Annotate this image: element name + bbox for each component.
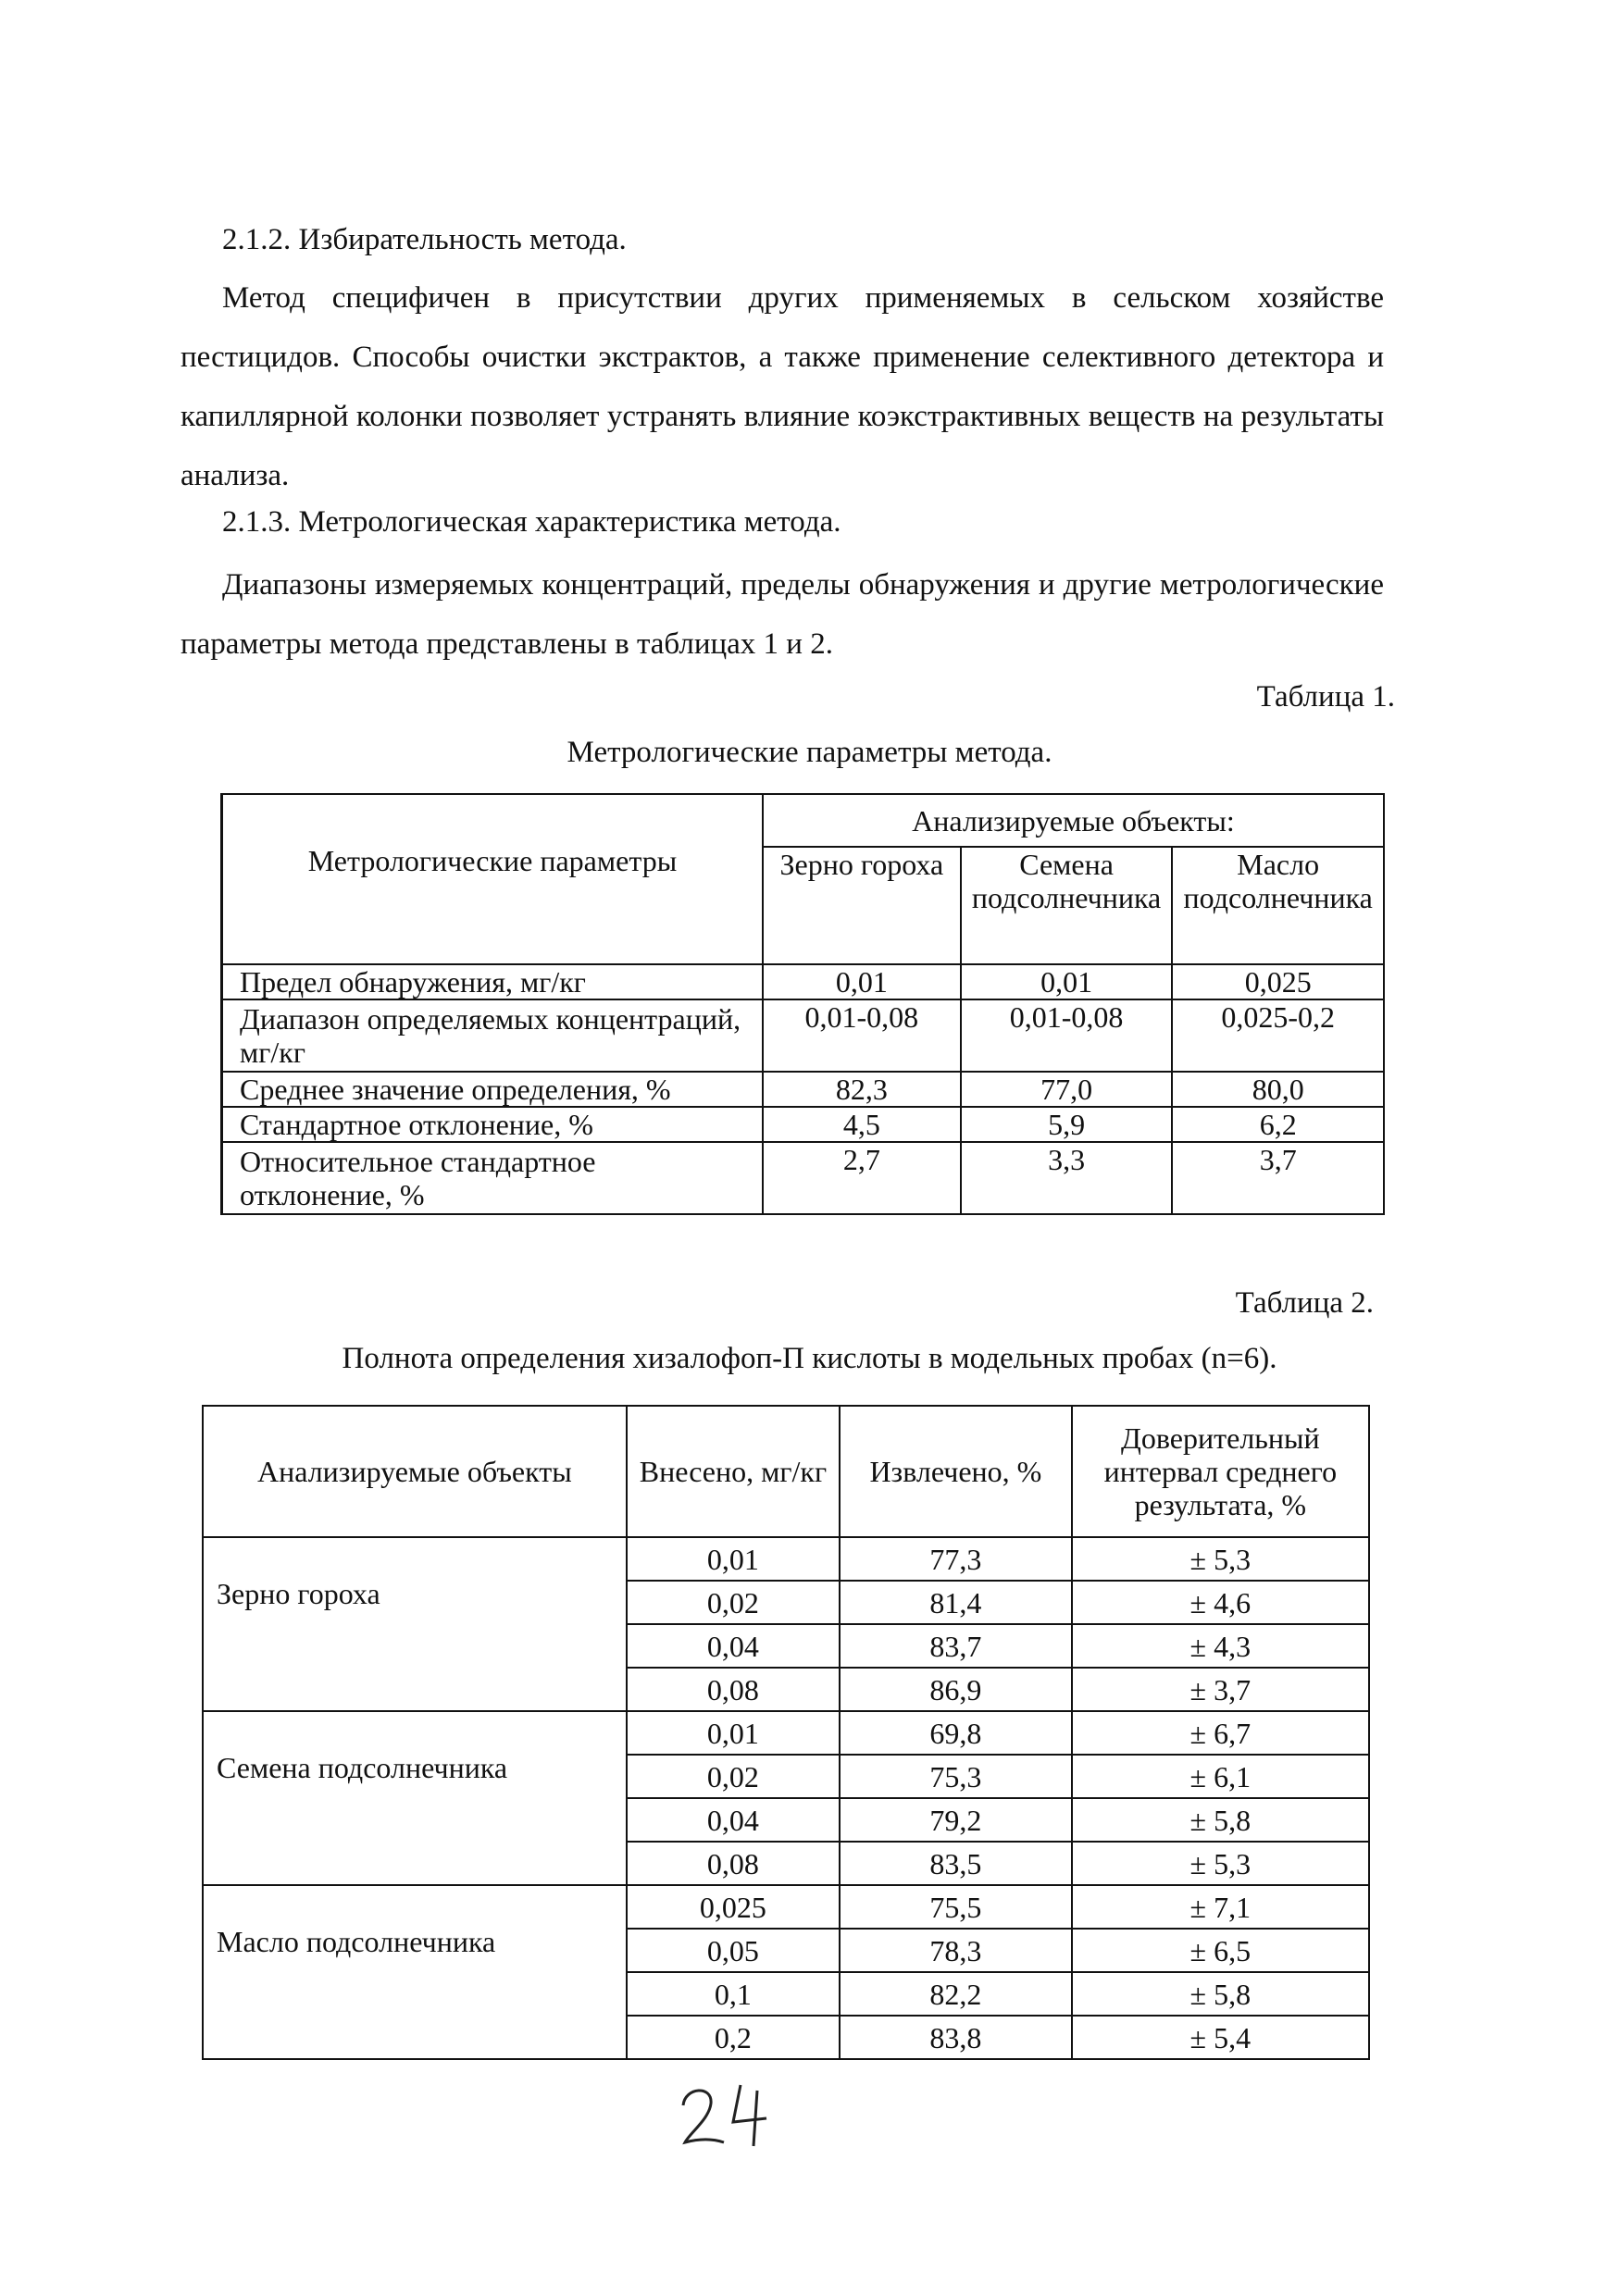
cell: 0,025: [1172, 964, 1384, 999]
header-added: Внесено, мг/кг: [627, 1406, 840, 1537]
cell: 80,0: [1172, 1072, 1384, 1107]
cell: 0,025-0,2: [1172, 999, 1384, 1072]
recovered-cell: 75,5: [840, 1885, 1072, 1929]
metrology-table: [220, 793, 1385, 1215]
section-213-paragraph: Диапазоны измеряемых концентраций, пределы обнаружения и другие метрологические параметры метода представлены в таблицах 1 и 2.: [181, 568, 1384, 661]
interval-cell: ± 5,3: [1072, 1842, 1369, 1885]
interval-cell: ± 5,8: [1072, 1798, 1369, 1842]
interval-cell: ± 6,7: [1072, 1711, 1369, 1755]
interval-cell: ± 5,3: [1072, 1537, 1369, 1581]
interval-cell: ± 4,6: [1072, 1581, 1369, 1624]
interval-cell: ± 6,5: [1072, 1929, 1369, 1972]
recovered-cell: 82,2: [840, 1972, 1072, 2016]
recovered-cell: 79,2: [840, 1798, 1072, 1842]
table1-title: Метрологические параметры метода.: [567, 736, 1052, 769]
added-cell: 0,2: [627, 2016, 840, 2059]
recovery-table: [202, 1405, 1370, 2060]
table-row: [203, 1537, 1369, 1581]
header-recovered: Извлечено, %: [840, 1406, 1072, 1537]
recovered-cell: 77,3: [840, 1537, 1072, 1581]
added-cell: 0,04: [627, 1624, 840, 1668]
cell: 4,5: [763, 1107, 961, 1142]
interval-cell: ± 7,1: [1072, 1885, 1369, 1929]
cell: 82,3: [763, 1072, 961, 1107]
row-label: Стандартное отклонение, %: [222, 1107, 763, 1142]
cell: 0,01: [961, 964, 1173, 999]
table-row: [203, 1711, 1369, 1755]
cell: 5,9: [961, 1107, 1173, 1142]
header-group: Анализируемые объекты:: [763, 794, 1384, 847]
row-label: Диапазон определяемых концентраций, мг/кг: [222, 999, 763, 1072]
cell: 77,0: [961, 1072, 1173, 1107]
header-interval: Доверительный интервал среднего результата, %: [1072, 1406, 1369, 1537]
header-col-2: Семена подсолнечника: [961, 847, 1173, 964]
recovered-cell: 83,8: [840, 2016, 1072, 2059]
header-objects: Анализируемые объекты: [203, 1406, 627, 1537]
cell: 6,2: [1172, 1107, 1384, 1142]
cell: 0,01: [763, 964, 961, 999]
cell: 3,3: [961, 1142, 1173, 1214]
row-label: Среднее значение определения, %: [222, 1072, 763, 1107]
section-213-heading: 2.1.3. Метрологическая характеристика метода.: [222, 505, 841, 539]
cell: 0,01-0,08: [763, 999, 961, 1072]
added-cell: 0,02: [627, 1755, 840, 1798]
recovered-cell: 81,4: [840, 1581, 1072, 1624]
interval-cell: ± 4,3: [1072, 1624, 1369, 1668]
interval-cell: ± 5,4: [1072, 2016, 1369, 2059]
added-cell: 0,01: [627, 1537, 840, 1581]
recovered-cell: 69,8: [840, 1711, 1072, 1755]
recovered-cell: 75,3: [840, 1755, 1072, 1798]
header-param: Метрологические параметры: [222, 794, 763, 964]
header-col-1: Зерно гороха: [763, 847, 961, 964]
table1-number: Таблица 1.: [1256, 680, 1395, 714]
table2-number: Таблица 2.: [1235, 1286, 1374, 1320]
row-label: Предел обнаружения, мг/кг: [222, 964, 763, 999]
added-cell: 0,01: [627, 1711, 840, 1755]
interval-cell: ± 6,1: [1072, 1755, 1369, 1798]
added-cell: 0,08: [627, 1842, 840, 1885]
added-cell: 0,08: [627, 1668, 840, 1711]
row-label: Относительное стандартное отклонение, %: [222, 1142, 763, 1214]
added-cell: 0,1: [627, 1972, 840, 2016]
object-cell: Семена подсолнечника: [203, 1711, 627, 1885]
object-cell: Масло подсолнечника: [203, 1885, 627, 2059]
recovery-table-body: [203, 1537, 1369, 2059]
table-row: [203, 1885, 1369, 1929]
table2-title: Полнота определения хизалофоп-П кислоты в модельных пробах (n=6).: [342, 1342, 1277, 1375]
section-212-paragraph: Метод специфичен в присутствии других применяемых в сельском хозяйстве пестицидов. Способы очистки экстрактов, а также применение селективного детектора и капиллярной колонки позволяет устранять влияние коэкстрактивных веществ на результаты анализа.: [181, 281, 1384, 492]
handwritten-page-number: [676, 2078, 787, 2152]
interval-cell: ± 5,8: [1072, 1972, 1369, 2016]
recovered-cell: 83,5: [840, 1842, 1072, 1885]
recovered-cell: 83,7: [840, 1624, 1072, 1668]
added-cell: 0,05: [627, 1929, 840, 1972]
added-cell: 0,02: [627, 1581, 840, 1624]
recovered-cell: 86,9: [840, 1668, 1072, 1711]
cell: 0,01-0,08: [961, 999, 1173, 1072]
object-cell: Зерно гороха: [203, 1537, 627, 1711]
interval-cell: ± 3,7: [1072, 1668, 1369, 1711]
recovered-cell: 78,3: [840, 1929, 1072, 1972]
section-212-heading: 2.1.2. Избирательность метода.: [222, 223, 627, 256]
added-cell: 0,025: [627, 1885, 840, 1929]
added-cell: 0,04: [627, 1798, 840, 1842]
cell: 2,7: [763, 1142, 961, 1214]
cell: 3,7: [1172, 1142, 1384, 1214]
header-col-3: Масло подсолнечника: [1172, 847, 1384, 964]
